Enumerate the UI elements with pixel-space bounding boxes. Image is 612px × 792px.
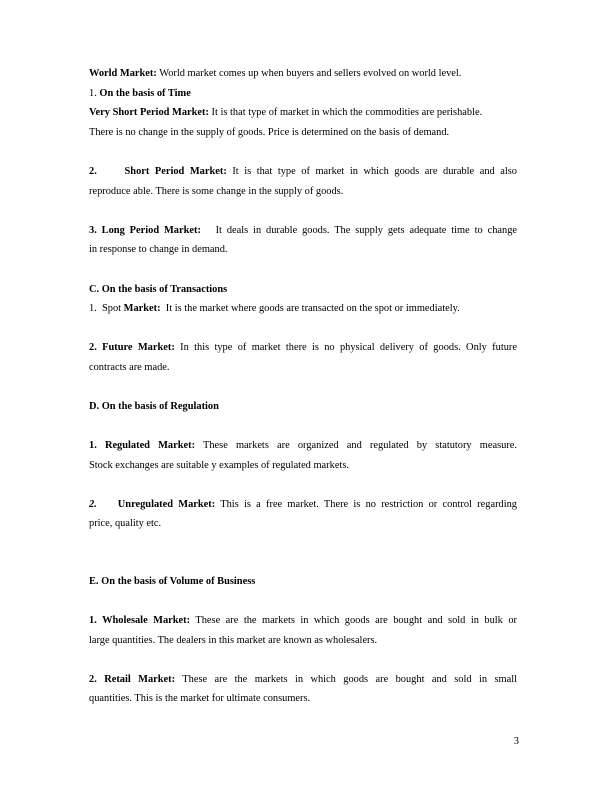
wholesale-market-text: These are the markets in which goods are bought and sold in bulk or — [190, 615, 518, 626]
very-short-period-line-1 — [89, 103, 517, 123]
regulated-market-line-2: Stock exchanges are suitable y examples of regulated markets. — [89, 460, 349, 471]
retail-market-line-1 — [89, 670, 517, 690]
future-market-label: 2. Future Market: — [89, 342, 175, 353]
long-period-text: It deals in durable goods. The supply gets adequate time to change — [210, 225, 518, 236]
transactions-title: C. On the basis of Transactions — [89, 284, 228, 295]
unregulated-market-text: This is a free market. There is no restriction or control regarding — [215, 499, 517, 510]
regulated-market-line-1 — [89, 436, 517, 456]
wholesale-market-line-2: large quantities. The dealers in this market are known as wholesalers. — [89, 635, 378, 646]
retail-market-line-2: quantities. This is the market for ultimate consumers. — [89, 693, 311, 704]
volume-title: E. On the basis of Volume of Business — [89, 576, 256, 587]
regulation-heading — [89, 397, 517, 417]
very-short-period-label: Very Short Period Market: — [89, 107, 209, 118]
future-market-line-1 — [89, 338, 517, 358]
short-period-number: 2. — [89, 166, 97, 177]
wholesale-market-label: 1. Wholesale Market: — [89, 615, 191, 626]
volume-heading — [89, 572, 517, 592]
long-period-line-2: in response to change in demand. — [89, 244, 228, 255]
long-period-label: 3. Long Period Market: — [89, 225, 201, 236]
spot-market-line — [89, 299, 517, 319]
world-market-paragraph — [89, 64, 517, 84]
page-number: 3 — [513, 736, 519, 747]
regulated-market-label: 1. Regulated Market: — [89, 440, 196, 451]
world-market-label: World Market: — [89, 68, 157, 79]
short-period-text: It is that type of market in which goods are durable and also — [226, 166, 517, 177]
regulated-market-text: These markets are organized and regulated by statutory measure. — [195, 440, 517, 451]
unregulated-market-line-2: price, quality etc. — [89, 518, 162, 529]
future-market-text: In this type of market there is no physical delivery of goods. Only future — [174, 342, 517, 353]
unregulated-market-number: 2. — [89, 499, 97, 510]
time-section-title: On the basis of Time — [99, 88, 191, 99]
unregulated-market-line-1 — [89, 495, 517, 515]
wholesale-market-line-1 — [89, 611, 517, 631]
very-short-period-text: It is that type of market in which the commodities are perishable. — [208, 107, 483, 118]
short-period-label: Short Period Market: — [124, 166, 227, 177]
very-short-period-line-2: There is no change in the supply of goods. Price is determined on the basis of demand. — [89, 127, 450, 138]
retail-market-label: 2. Retail Market: — [89, 674, 176, 685]
future-market-line-2: contracts are made. — [89, 362, 170, 373]
retail-market-text: These are the markets in which goods are bought and sold in small — [175, 674, 517, 685]
spot-market-label: Market: — [123, 303, 161, 314]
regulation-title: D. On the basis of Regulation — [89, 401, 219, 412]
short-period-line-1 — [89, 162, 517, 182]
spot-market-text: It is the market where goods are transacted on the spot or immediately. — [160, 303, 460, 314]
world-market-text: World market comes up when buyers and sellers evolved on world level. — [156, 68, 462, 79]
time-section-number: 1. — [89, 88, 100, 99]
long-period-line-1 — [89, 221, 517, 241]
spot-market-prefix: 1. Spot — [89, 303, 124, 314]
time-section-heading — [89, 84, 517, 104]
unregulated-market-label: Unregulated Market: — [117, 499, 216, 510]
transactions-heading — [89, 280, 517, 300]
short-period-line-2: reproduce able. There is some change in the supply of goods. — [89, 186, 344, 197]
